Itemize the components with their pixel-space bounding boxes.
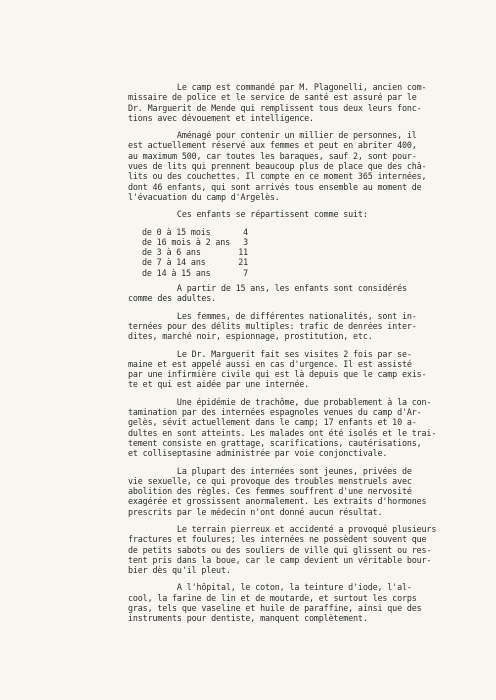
text-line: vie sexuelle, ce qui provoque des troubles menstruels avec	[128, 475, 412, 486]
text-line: A l'hôpital, le coton, la teinture d'iode, l'al-	[128, 582, 412, 593]
text-line: au maximum 500, car toutes les baraques, sauf 2, sont pour-	[128, 150, 417, 161]
text-line: tent pris dans la boue, car le camp devient un véritable bour-	[128, 554, 432, 565]
text-line: abolition des règles. Ces femmes souffrent d'une nervosité	[128, 486, 412, 497]
text-line: Une épidémie de trachôme, due probablement à la con-	[128, 396, 432, 407]
text-line: dont 46 enfants, qui sont arrivés tous ensemble au moment de	[128, 181, 422, 192]
age-range: de 14 à 15 ans	[142, 267, 211, 278]
table-row	[142, 257, 468, 267]
child-count: 11	[238, 247, 248, 258]
text-line: exagérée et grossissent anormalement. Les extraits d'hormones	[128, 496, 427, 507]
text-line: fractures et foulures; les internées ne possèdent souvent que	[128, 534, 427, 545]
text-line: Le camp est commandé par M. Plagonelli, ancien com-	[128, 82, 427, 92]
paragraph	[128, 466, 468, 517]
text-line: et colliseptasine administrée par voie conjonctivale.	[128, 448, 388, 459]
paragraph	[128, 311, 468, 342]
text-line: dultes en sont atteints. Les malades ont été isolés et le trai-	[128, 427, 437, 438]
text-line: te et qui est aidée par une internée.	[128, 379, 310, 390]
age-range: de 7 à 14 ans	[142, 257, 206, 268]
age-range: de 16 mois à 2 ans	[142, 236, 231, 247]
paragraph	[128, 397, 468, 459]
text-line: gelès, sévit actuellement dans le camp; 17 enfants et 10 a-	[128, 417, 417, 428]
text-line: bier dès qu'il pleut.	[128, 565, 231, 576]
text-line: lits ou des couchettes. Il compte en ce moment 365 internées,	[128, 171, 427, 182]
paragraph	[128, 349, 468, 390]
paragraph	[128, 82, 468, 123]
text-line: instruments pour dentiste, manquent complètement.	[128, 613, 368, 624]
text-line: Aménagé pour contenir un millier de personnes, il	[128, 130, 417, 141]
text-line: Les femmes, de différentes nationalités, sont in-	[128, 310, 417, 321]
age-range: de 3 à 6 ans	[142, 247, 201, 258]
text-line: de petits sabots ou des souliers de ville qui glissent ou res-	[128, 544, 432, 555]
paragraph	[128, 524, 468, 575]
text-line: maine et est appelé aussi en cas d'urgence. Il est assisté	[128, 358, 412, 369]
text-line: gras, tels que vaseline et huile de paraffine, ainsi que des	[128, 603, 422, 614]
paragraph	[128, 209, 468, 219]
child-count: 21	[238, 257, 248, 268]
text-line: missaire de police et le service de santé est assuré par le	[128, 92, 417, 103]
age-range: de 0 à 15 mois	[142, 226, 211, 237]
text-line: cool, la farine de lin et de moutarde, et surtout les corps	[128, 592, 417, 603]
paragraph	[128, 283, 468, 304]
text-line: comme des adultes.	[128, 293, 217, 304]
text-line: vues de lits qui prennent beaucoup plus de place que des châ-	[128, 161, 427, 172]
document-body	[128, 82, 468, 631]
text-line: A partir de 15 ans, les enfants sont considérés	[128, 283, 407, 294]
table-row	[142, 247, 468, 257]
text-line: dites, marché noir, espionnage, prostitution, etc.	[128, 331, 373, 342]
table-row	[142, 268, 468, 278]
text-line: par une infirmière civile qui est là depuis que le camp exis-	[128, 369, 427, 380]
paragraph	[128, 582, 468, 623]
text-line: La plupart des internées sont jeunes, privées de	[128, 465, 412, 476]
text-line: tement consiste en grattage, scarifications, cautérisations,	[128, 437, 422, 448]
table-row	[142, 227, 468, 237]
children-age-table	[142, 227, 468, 278]
child-count: 4	[243, 226, 248, 237]
text-line: est actuellement réservé aux femmes et peut en abriter 400,	[128, 140, 417, 151]
table-row	[142, 237, 468, 247]
text-line: Le terrain pierreux et accidenté a provoqué plusieurs	[128, 523, 437, 534]
text-line: Le Dr. Marguerit fait ses visites 2 fois par se-	[128, 348, 412, 359]
child-count: 7	[243, 267, 248, 278]
text-line: Ces enfants se répartissent comme suit:	[128, 209, 368, 220]
text-line: Dr. Marguerit de Mende qui remplissent tous deux leurs fonc-	[128, 102, 422, 113]
child-count: 3	[243, 236, 248, 247]
text-line: l'évacuation du camp d'Argelès.	[128, 191, 280, 202]
text-line: ternées pour des délits multiples: trafic de denrées inter-	[128, 320, 417, 331]
text-line: tamination par des internées espagnoles venues du camp d'Ar-	[128, 407, 422, 418]
paragraph	[128, 130, 468, 202]
text-line: prescrits par le médecin n'ont donné aucun résultat.	[128, 506, 383, 517]
text-line: tions avec dévouement et intelligence.	[128, 112, 314, 123]
